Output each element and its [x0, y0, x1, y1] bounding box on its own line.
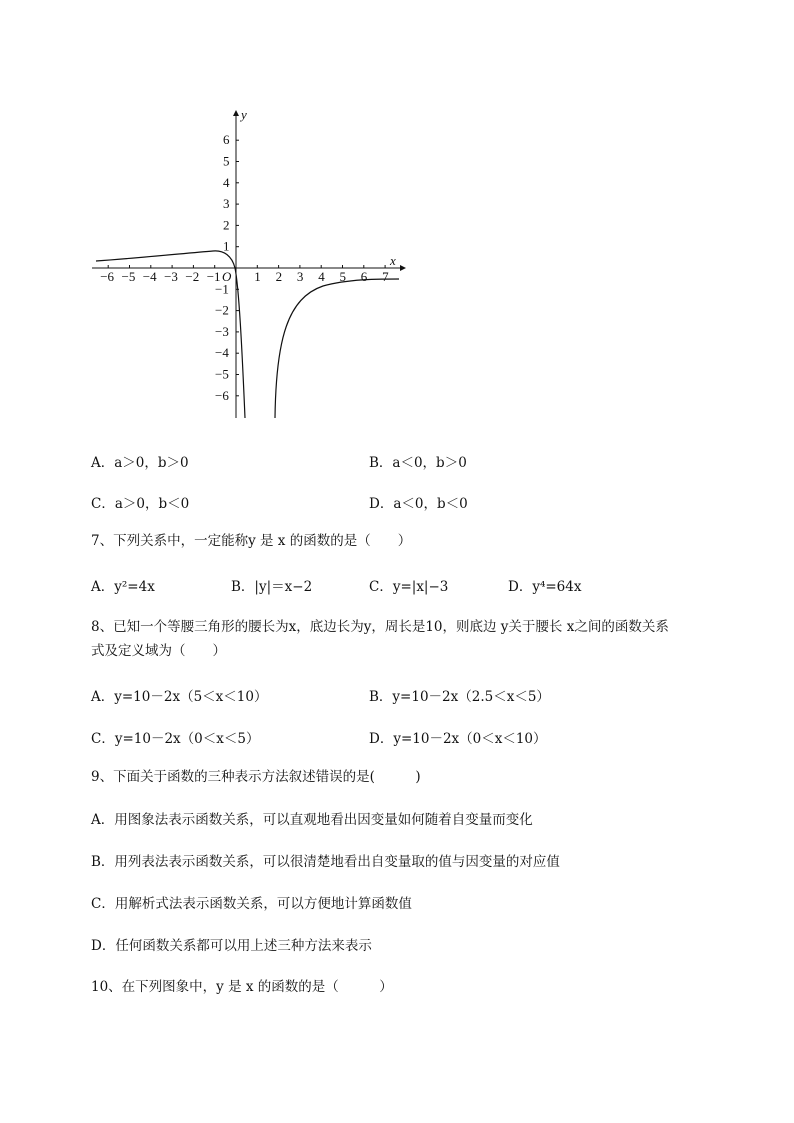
y-tick-label: 6 [223, 132, 230, 148]
curve-right-branch [275, 279, 399, 418]
origin-label: O [222, 269, 232, 284]
x-tick-label: 6 [360, 269, 368, 284]
y-axis-label: y [241, 108, 247, 122]
x-tick-label: −1 [206, 269, 221, 284]
q9-option-c[interactable]: C．用解析式法表示函数关系，可以方便地计算函数值 [91, 896, 412, 912]
x-axis-arrow [400, 265, 406, 271]
y-tick-label: −2 [215, 302, 229, 318]
q7-stem: 7、下列关系中，一定能称y 是 x 的函数的是（ ） [91, 533, 412, 549]
y-tick-label: 1 [223, 238, 230, 254]
x-tick-label: −5 [121, 269, 136, 284]
x-tick-label: 4 [318, 269, 325, 284]
x-tick-label: 3 [296, 269, 304, 284]
q10-stem: 10、在下列图象中，y 是 x 的函数的是（ ） [91, 979, 393, 995]
x-tick-label: 7 [382, 269, 389, 284]
q6-option-d[interactable]: D．a＜0，b＜0 [369, 496, 468, 512]
y-tick-label: −1 [215, 281, 229, 297]
q7-option-d[interactable]: D．y⁴=64x [508, 579, 582, 595]
q8-option-a[interactable]: A．y=10－2x（5＜x＜10） [91, 689, 268, 705]
q8-stem-line1: 8、已知一个等腰三角形的腰长为x，底边长为y，周长是10，则底边 y关于腰长 x之间的函数关系 [91, 619, 669, 635]
x-tick-label: 1 [254, 269, 261, 284]
q8-option-d[interactable]: D．y=10－2x（0＜x＜10） [369, 731, 547, 747]
q9-option-d[interactable]: D．任何函数关系都可以用上述三种方法来表示 [91, 938, 372, 954]
y-tick-label: −5 [215, 366, 229, 382]
y-tick-label: 2 [223, 217, 230, 233]
x-tick-label: −6 [100, 269, 115, 284]
q6-option-a[interactable]: A．a＞0，b＞0 [91, 455, 189, 471]
q9-stem: 9、下面关于函数的三种表示方法叙述错误的是( ) [91, 769, 421, 785]
q7-option-c[interactable]: C．y=|x|−3 [369, 579, 449, 595]
y-tick-label: −3 [215, 323, 229, 339]
y-tick-label: 3 [223, 196, 230, 212]
q6-option-c[interactable]: C．a＞0，b＜0 [91, 496, 190, 512]
q9-option-a[interactable]: A．用图象法表示函数关系，可以直观地看出因变量如何随着自变量而变化 [91, 812, 533, 828]
q8-option-b[interactable]: B．y=10－2x（2.5＜x＜5） [369, 689, 550, 705]
x-tick-label: −3 [164, 269, 178, 284]
q9-option-b[interactable]: B．用列表法表示函数关系，可以很清楚地看出自变量取的值与因变量的对应值 [91, 854, 560, 870]
x-tick-label: −4 [142, 269, 157, 284]
y-tick-label: 5 [223, 153, 230, 169]
y-tick-label: −4 [215, 345, 229, 361]
y-tick-label: −6 [215, 387, 229, 403]
x-tick-label: 5 [339, 269, 346, 284]
x-axis-label: x [390, 253, 396, 268]
y-axis-arrow [233, 110, 239, 116]
q7-option-a[interactable]: A．y²=4x [91, 579, 155, 595]
q8-stem-line2: 式及定义域为（ ） [91, 643, 226, 659]
q6-option-b[interactable]: B．a＜0，b＞0 [369, 455, 467, 471]
x-tick-label: −2 [185, 269, 200, 284]
y-tick-label: 4 [223, 174, 230, 190]
function-graph [88, 108, 408, 423]
q7-option-b[interactable]: B．|y|＝x−2 [231, 579, 313, 595]
q8-option-c[interactable]: C．y=10－2x（0＜x＜5） [91, 731, 260, 747]
x-tick-label: 2 [275, 269, 283, 284]
